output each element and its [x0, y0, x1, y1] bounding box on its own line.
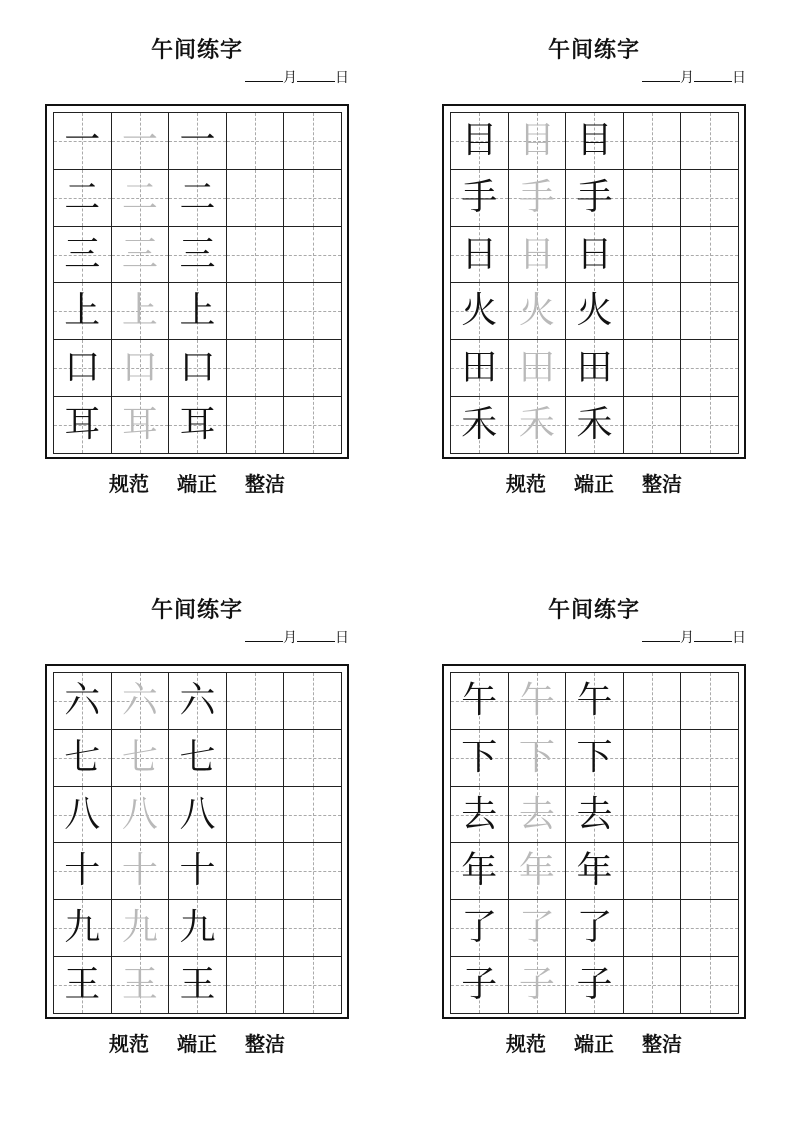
trace-character: 八 — [121, 793, 158, 835]
model-character: 七 — [64, 736, 101, 778]
model-character: 一 — [64, 119, 101, 161]
model-character: 目 — [461, 119, 498, 161]
grid-cell — [566, 113, 624, 170]
empty-writing-cell[interactable] — [284, 787, 342, 844]
grid-cell — [566, 673, 624, 730]
grid-cell — [451, 730, 509, 787]
trace-character: 十 — [121, 850, 158, 892]
empty-writing-cell[interactable] — [681, 900, 739, 957]
empty-writing-cell[interactable] — [284, 113, 342, 170]
grid-cell — [509, 283, 567, 340]
day-label: 日 — [732, 70, 746, 86]
copy-character: 禾 — [576, 404, 613, 446]
grid-cell — [451, 843, 509, 900]
day-label: 日 — [732, 630, 746, 646]
copy-character: 目 — [576, 119, 613, 161]
grid-cell — [112, 340, 170, 397]
grid-cell — [566, 340, 624, 397]
trace-character: 火 — [518, 290, 555, 332]
model-character: 了 — [461, 907, 498, 949]
grid-cell — [451, 170, 509, 227]
trace-character: 口 — [121, 347, 158, 389]
grid-cell — [451, 900, 509, 957]
grid-cell — [509, 787, 567, 844]
empty-writing-cell[interactable] — [681, 730, 739, 787]
grid-cell — [169, 673, 227, 730]
empty-writing-cell[interactable] — [227, 673, 285, 730]
grid-cell — [451, 957, 509, 1014]
footer-motto: 规范 — [506, 472, 546, 496]
model-character: 子 — [461, 964, 498, 1006]
model-character: 六 — [64, 679, 101, 721]
empty-writing-cell[interactable] — [227, 957, 285, 1014]
copy-character: 十 — [179, 850, 216, 892]
grid-cell — [54, 113, 112, 170]
copy-character: 王 — [179, 964, 216, 1006]
copy-character: 了 — [576, 907, 613, 949]
empty-writing-cell[interactable] — [624, 170, 682, 227]
practice-box — [45, 664, 349, 1019]
grid-cell — [509, 227, 567, 284]
grid-cell — [509, 113, 567, 170]
tian-grid — [450, 112, 739, 454]
model-character: 年 — [461, 850, 498, 892]
empty-writing-cell[interactable] — [284, 170, 342, 227]
model-character: 下 — [461, 736, 498, 778]
grid-cell — [509, 730, 567, 787]
grid-cell — [112, 170, 170, 227]
model-character: 三 — [64, 233, 101, 275]
empty-writing-cell[interactable] — [624, 673, 682, 730]
model-character: 口 — [64, 347, 101, 389]
grid-cell — [451, 227, 509, 284]
grid-cell — [54, 673, 112, 730]
copy-character: 去 — [576, 793, 613, 835]
trace-character: 七 — [121, 736, 158, 778]
grid-cell — [169, 843, 227, 900]
grid-cell — [509, 900, 567, 957]
model-character: 王 — [64, 964, 101, 1006]
practice-box — [442, 664, 746, 1019]
empty-writing-cell[interactable] — [284, 957, 342, 1014]
trace-character: 手 — [518, 176, 555, 218]
empty-writing-cell[interactable] — [284, 397, 342, 454]
trace-character: 子 — [518, 964, 555, 1006]
day-blank[interactable] — [297, 68, 335, 82]
empty-writing-cell[interactable] — [624, 957, 682, 1014]
trace-character: 耳 — [121, 404, 158, 446]
date-line — [642, 68, 746, 88]
month-blank[interactable] — [245, 68, 283, 82]
copy-character: 六 — [179, 679, 216, 721]
model-character: 十 — [64, 850, 101, 892]
model-character: 八 — [64, 793, 101, 835]
empty-writing-cell[interactable] — [227, 730, 285, 787]
footer-motto: 整洁 — [245, 472, 285, 496]
empty-writing-cell[interactable] — [624, 113, 682, 170]
month-blank[interactable] — [642, 68, 680, 82]
empty-writing-cell[interactable] — [624, 730, 682, 787]
copy-character: 三 — [179, 233, 216, 275]
grid-cell — [112, 957, 170, 1014]
empty-writing-cell[interactable] — [284, 340, 342, 397]
footer-motto: 整洁 — [642, 472, 682, 496]
sheet-footer — [45, 1031, 349, 1057]
grid-cell — [566, 283, 624, 340]
grid-cell — [169, 283, 227, 340]
grid-cell — [169, 900, 227, 957]
empty-writing-cell[interactable] — [681, 787, 739, 844]
empty-writing-cell[interactable] — [681, 283, 739, 340]
grid-cell — [509, 397, 567, 454]
day-blank[interactable] — [694, 68, 732, 82]
empty-writing-cell[interactable] — [284, 227, 342, 284]
practice-sheet-top-left — [45, 35, 349, 505]
model-character: 九 — [64, 907, 101, 949]
tian-grid — [53, 672, 342, 1014]
empty-writing-cell[interactable] — [681, 113, 739, 170]
trace-character: 一 — [121, 119, 158, 161]
date-line — [642, 628, 746, 648]
trace-character: 日 — [518, 233, 555, 275]
grid-cell — [566, 843, 624, 900]
empty-writing-cell[interactable] — [681, 227, 739, 284]
grid-cell — [169, 730, 227, 787]
grid-cell — [566, 787, 624, 844]
month-label: 月 — [283, 70, 297, 86]
trace-character: 下 — [518, 736, 555, 778]
date-line — [245, 68, 349, 88]
copy-character: 七 — [179, 736, 216, 778]
model-character: 火 — [461, 290, 498, 332]
empty-writing-cell[interactable] — [227, 113, 285, 170]
grid-cell — [509, 340, 567, 397]
empty-writing-cell[interactable] — [227, 340, 285, 397]
month-label: 月 — [283, 630, 297, 646]
grid-cell — [566, 730, 624, 787]
footer-motto: 整洁 — [642, 1032, 682, 1056]
grid-cell — [54, 227, 112, 284]
empty-writing-cell[interactable] — [227, 170, 285, 227]
grid-cell — [566, 227, 624, 284]
trace-character: 了 — [518, 907, 555, 949]
grid-cell — [54, 397, 112, 454]
model-character: 田 — [461, 347, 498, 389]
empty-writing-cell[interactable] — [681, 340, 739, 397]
grid-cell — [451, 787, 509, 844]
grid-cell — [451, 340, 509, 397]
trace-character: 目 — [518, 119, 555, 161]
empty-writing-cell[interactable] — [227, 283, 285, 340]
grid-cell — [54, 170, 112, 227]
grid-cell — [112, 843, 170, 900]
trace-character: 六 — [121, 679, 158, 721]
model-character: 二 — [64, 176, 101, 218]
grid-cell — [54, 957, 112, 1014]
grid-cell — [566, 900, 624, 957]
copy-character: 火 — [576, 290, 613, 332]
grid-cell — [112, 787, 170, 844]
footer-motto: 端正 — [574, 1032, 614, 1056]
footer-motto: 规范 — [109, 1032, 149, 1056]
copy-character: 手 — [576, 176, 613, 218]
practice-sheet-top-right — [442, 35, 746, 505]
month-label: 月 — [680, 70, 694, 86]
copy-character: 上 — [179, 290, 216, 332]
model-character: 日 — [461, 233, 498, 275]
empty-writing-cell[interactable] — [624, 340, 682, 397]
empty-writing-cell[interactable] — [681, 673, 739, 730]
copy-character: 口 — [179, 347, 216, 389]
grid-cell — [112, 673, 170, 730]
sheet-title: 午间练字 — [547, 597, 640, 623]
trace-character: 年 — [518, 850, 555, 892]
footer-motto: 规范 — [506, 1032, 546, 1056]
month-label: 月 — [680, 630, 694, 646]
grid-cell — [566, 957, 624, 1014]
grid-cell — [169, 227, 227, 284]
trace-character: 二 — [121, 176, 158, 218]
footer-motto: 规范 — [109, 472, 149, 496]
trace-character: 九 — [121, 907, 158, 949]
grid-cell — [54, 730, 112, 787]
empty-writing-cell[interactable] — [624, 227, 682, 284]
grid-cell — [169, 340, 227, 397]
grid-cell — [169, 170, 227, 227]
grid-cell — [451, 283, 509, 340]
trace-character: 午 — [518, 679, 555, 721]
trace-character: 去 — [518, 793, 555, 835]
copy-character: 八 — [179, 793, 216, 835]
grid-cell — [112, 730, 170, 787]
empty-writing-cell[interactable] — [284, 843, 342, 900]
sheet-title: 午间练字 — [150, 37, 243, 63]
tian-grid — [53, 112, 342, 454]
grid-cell — [54, 340, 112, 397]
copy-character: 九 — [179, 907, 216, 949]
copy-character: 田 — [576, 347, 613, 389]
sheet-footer — [442, 471, 746, 497]
grid-cell — [451, 673, 509, 730]
grid-cell — [54, 283, 112, 340]
grid-cell — [566, 170, 624, 227]
grid-cell — [169, 113, 227, 170]
footer-motto: 端正 — [177, 472, 217, 496]
practice-sheet-bottom-right — [442, 595, 746, 1065]
grid-cell — [509, 843, 567, 900]
trace-character: 上 — [121, 290, 158, 332]
copy-character: 子 — [576, 964, 613, 1006]
grid-cell — [54, 843, 112, 900]
footer-motto: 端正 — [177, 1032, 217, 1056]
empty-writing-cell[interactable] — [624, 397, 682, 454]
grid-cell — [169, 787, 227, 844]
grid-cell — [112, 283, 170, 340]
copy-character: 一 — [179, 119, 216, 161]
empty-writing-cell[interactable] — [227, 900, 285, 957]
day-label: 日 — [335, 70, 349, 86]
grid-cell — [509, 170, 567, 227]
empty-writing-cell[interactable] — [624, 843, 682, 900]
model-character: 午 — [461, 679, 498, 721]
date-line — [245, 628, 349, 648]
practice-box — [442, 104, 746, 459]
copy-character: 午 — [576, 679, 613, 721]
practice-box — [45, 104, 349, 459]
sheet-footer — [442, 1031, 746, 1057]
grid-cell — [54, 900, 112, 957]
model-character: 去 — [461, 793, 498, 835]
grid-cell — [509, 957, 567, 1014]
empty-writing-cell[interactable] — [284, 673, 342, 730]
tian-grid — [450, 672, 739, 1014]
model-character: 上 — [64, 290, 101, 332]
grid-cell — [112, 900, 170, 957]
grid-cell — [112, 227, 170, 284]
empty-writing-cell[interactable] — [227, 787, 285, 844]
empty-writing-cell[interactable] — [624, 787, 682, 844]
month-blank[interactable] — [642, 628, 680, 642]
grid-cell — [451, 113, 509, 170]
copy-character: 下 — [576, 736, 613, 778]
empty-writing-cell[interactable] — [284, 283, 342, 340]
empty-writing-cell[interactable] — [624, 900, 682, 957]
grid-cell — [169, 397, 227, 454]
month-blank[interactable] — [245, 628, 283, 642]
grid-cell — [54, 787, 112, 844]
model-character: 手 — [461, 176, 498, 218]
footer-motto: 端正 — [574, 472, 614, 496]
empty-writing-cell[interactable] — [681, 170, 739, 227]
trace-character: 三 — [121, 233, 158, 275]
model-character: 禾 — [461, 404, 498, 446]
empty-writing-cell[interactable] — [681, 957, 739, 1014]
copy-character: 耳 — [179, 404, 216, 446]
copy-character: 二 — [179, 176, 216, 218]
empty-writing-cell[interactable] — [681, 843, 739, 900]
grid-cell — [451, 397, 509, 454]
copy-character: 年 — [576, 850, 613, 892]
empty-writing-cell[interactable] — [681, 397, 739, 454]
trace-character: 王 — [121, 964, 158, 1006]
grid-cell — [509, 673, 567, 730]
empty-writing-cell[interactable] — [227, 843, 285, 900]
grid-cell — [169, 957, 227, 1014]
empty-writing-cell[interactable] — [284, 730, 342, 787]
practice-sheet-bottom-left — [45, 595, 349, 1065]
grid-cell — [112, 397, 170, 454]
grid-cell — [566, 397, 624, 454]
sheet-title: 午间练字 — [150, 597, 243, 623]
footer-motto: 整洁 — [245, 1032, 285, 1056]
sheet-footer — [45, 471, 349, 497]
sheet-title: 午间练字 — [547, 37, 640, 63]
empty-writing-cell[interactable] — [284, 900, 342, 957]
empty-writing-cell[interactable] — [624, 283, 682, 340]
trace-character: 禾 — [518, 404, 555, 446]
trace-character: 田 — [518, 347, 555, 389]
day-blank[interactable] — [297, 628, 335, 642]
grid-cell — [112, 113, 170, 170]
day-label: 日 — [335, 630, 349, 646]
empty-writing-cell[interactable] — [227, 227, 285, 284]
model-character: 耳 — [64, 404, 101, 446]
copy-character: 日 — [576, 233, 613, 275]
empty-writing-cell[interactable] — [227, 397, 285, 454]
day-blank[interactable] — [694, 628, 732, 642]
